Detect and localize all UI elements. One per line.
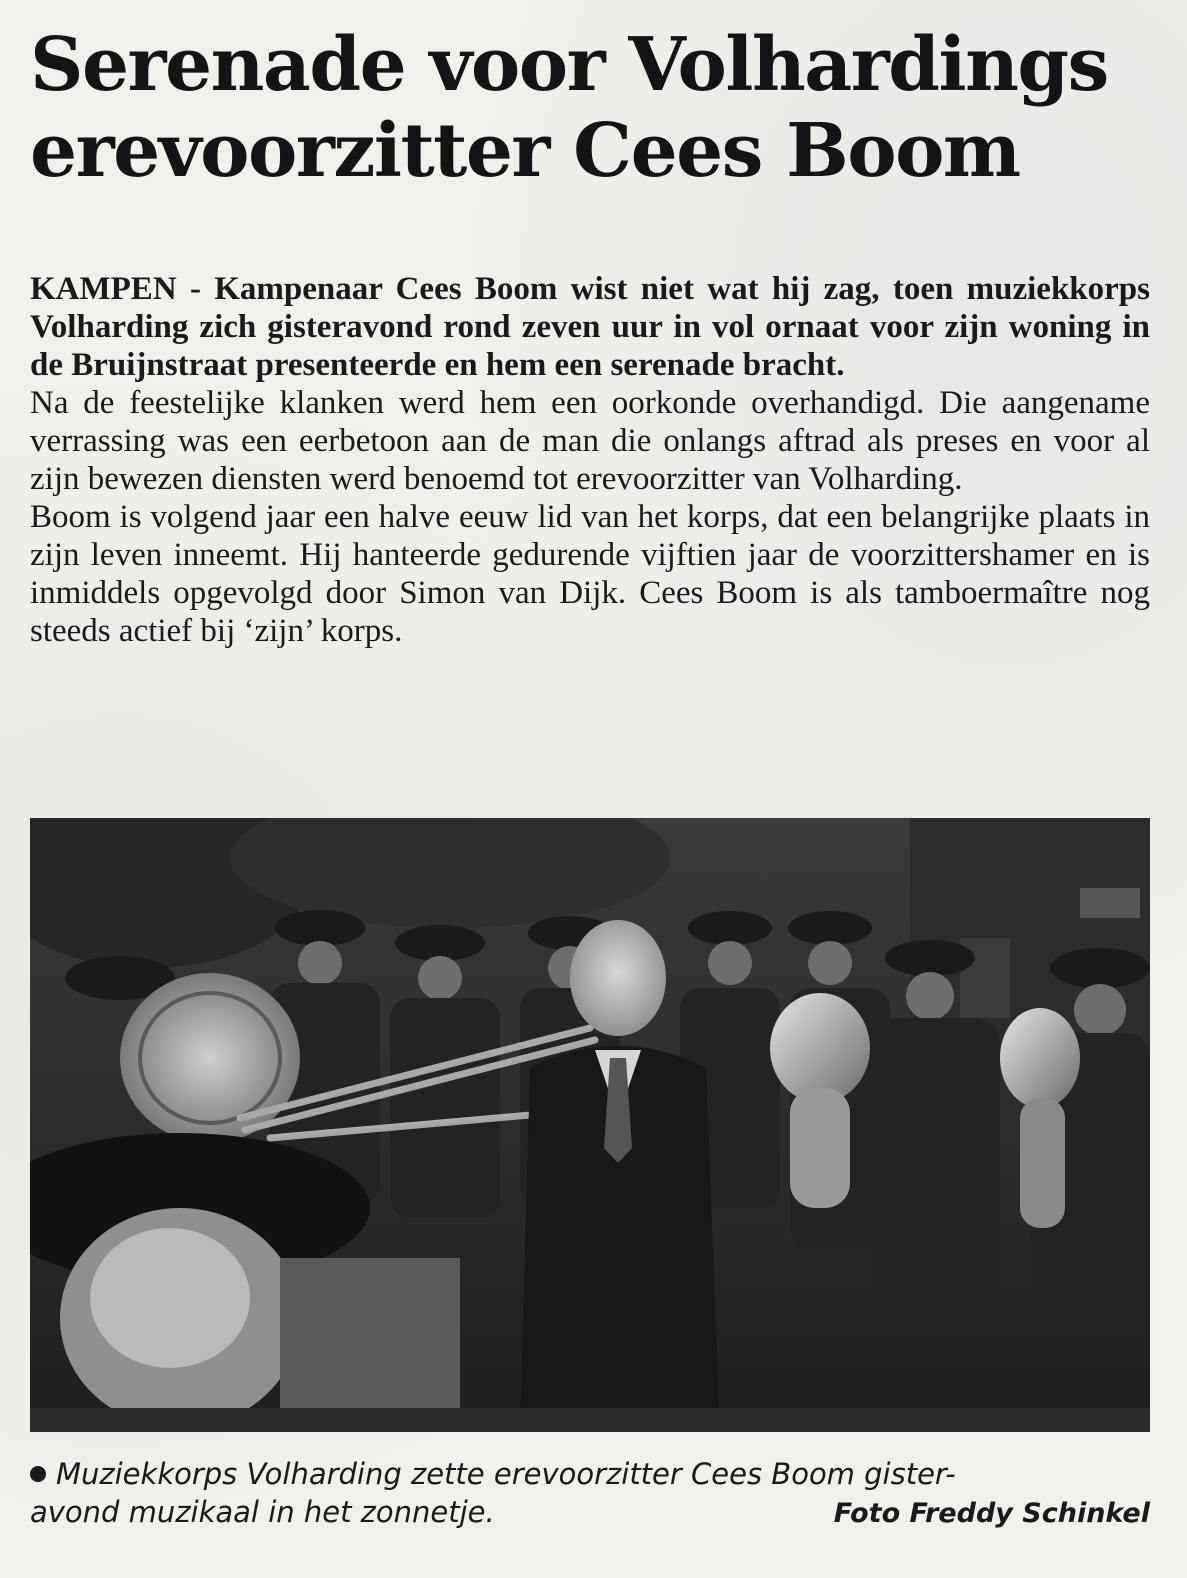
article-paragraph-1: Na de feestelijke klanken werd hem een oorkonde overhandigd. Die aangename verrassing was een eerbetoon aan de man die onlangs aftrad als preses en voor al zijn bewezen diensten werd benoemd tot erevoorzitter van Volharding.	[30, 385, 1150, 497]
photo-caption	[30, 1455, 1150, 1533]
article-paragraph-2: Boom is volgend jaar een halve eeuw lid van het korps, dat een belangrijke plaats in zijn leven inneemt. Hij hanteerde gedurende vijftien jaar de voorzittershamer en is inmiddels opgevolgd door Simon van Dijk. Cees Boom is als tamboermaître nog steeds actief bij ‘zijn’ korps.	[30, 499, 1150, 649]
headline-line-1: Serenade voor Volhardings	[30, 22, 1108, 108]
article-lede: KAMPEN - Kampenaar Cees Boom wist niet wat hij zag, toen muziekkorps Volharding zich gisteravond rond zeven uur in vol ornaat voor zijn woning in de Bruijnstraat presenteerde en hem een serenade bracht.	[30, 271, 1150, 383]
bullet-icon	[30, 1466, 46, 1482]
headline	[30, 22, 1160, 194]
article-body	[30, 270, 1150, 650]
band-photo-illustration	[30, 818, 1150, 1432]
caption-line-2: avond muzikaal in het zonnetje.	[30, 1495, 495, 1529]
caption-line-1: Muziekkorps Volharding zette erevoorzitter Cees Boom gister-	[56, 1457, 956, 1491]
headline-line-2: erevoorzitter Cees Boom	[30, 108, 1020, 194]
photo-credit: Foto Freddy Schinkel	[833, 1498, 1150, 1529]
band-photo	[30, 818, 1150, 1432]
